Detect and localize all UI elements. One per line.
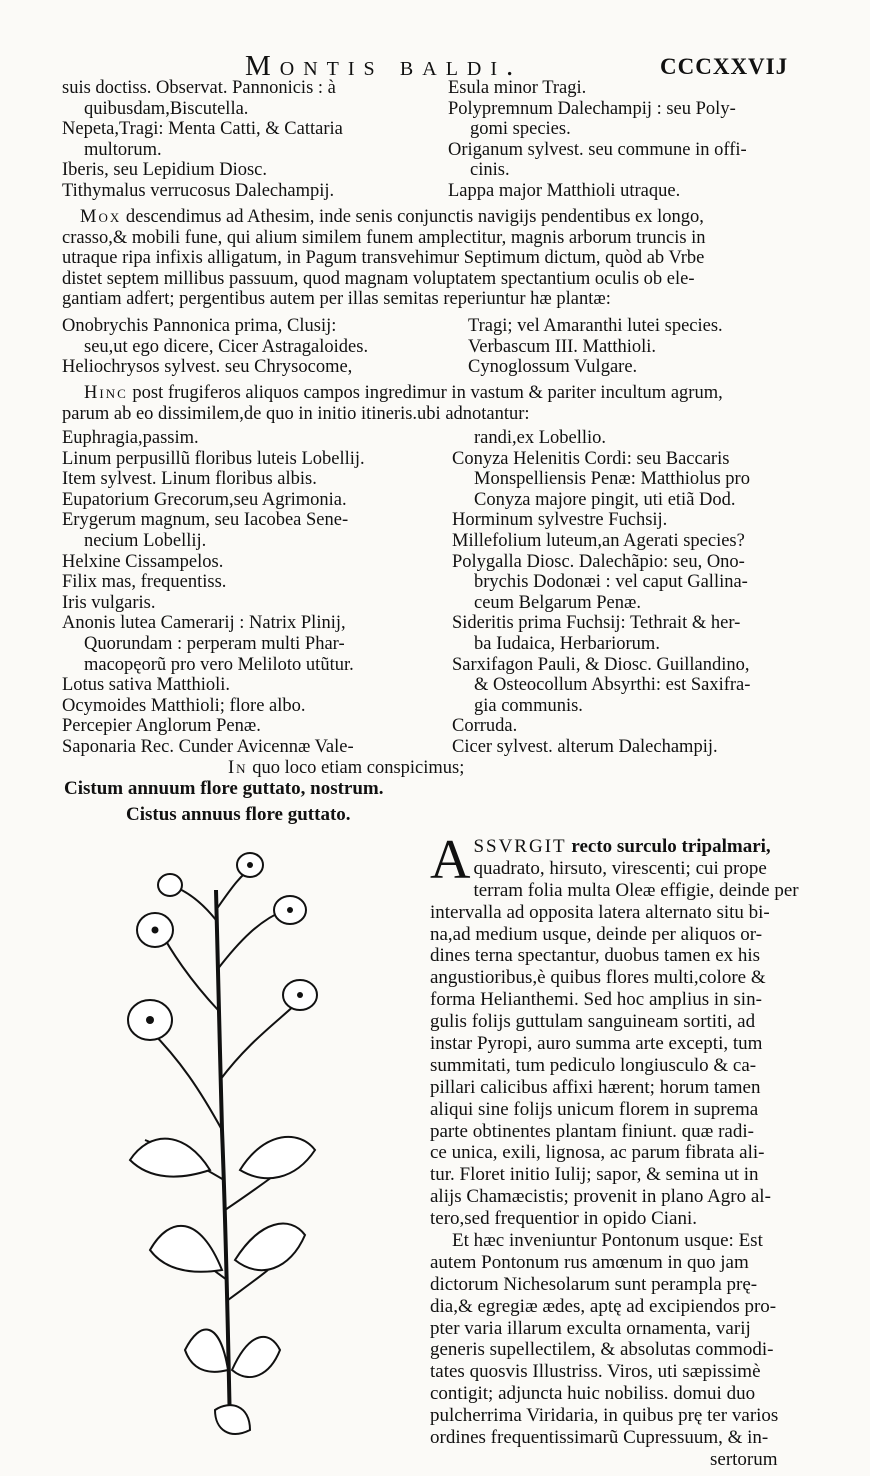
paragraph-line: quo loco etiam conspicimus; bbox=[247, 758, 465, 778]
top-left-list bbox=[62, 78, 343, 202]
list-item: Euphragia,passim. bbox=[62, 428, 199, 448]
list-item: randi,ex Lobellio. bbox=[474, 428, 607, 448]
list-item: ceum Belgarum Penæ. bbox=[474, 592, 641, 613]
list-item: Percepier Anglorum Penæ. bbox=[62, 716, 261, 737]
list-item: Anonis lutea Camerarij : Natrix Plinij, bbox=[62, 613, 346, 634]
species-description bbox=[430, 829, 799, 1471]
running-title: Montis baldi. bbox=[245, 50, 523, 82]
low-right-list bbox=[452, 428, 750, 758]
paragraph-line: pter varia illarum exculta ornamenta, varij bbox=[430, 1317, 751, 1339]
paragraph-line: recto surculo tripalmari, bbox=[566, 836, 771, 857]
list-item: Heliochrysos sylvest. seu Chrysocome, bbox=[62, 357, 353, 378]
paragraph-line: pulcherrima Viridaria, in quibus prę ter varios bbox=[430, 1405, 779, 1427]
list-item: brychis Dodonæi : vel caput Gallina- bbox=[474, 572, 748, 593]
paragraph-lead: SSVRGIT bbox=[473, 836, 567, 857]
paragraph-line: Et hæc inveniuntur Pontonum usque: Est bbox=[452, 1230, 763, 1252]
paragraph-line: intervalla ad opposita latera alternato situ bi- bbox=[430, 901, 770, 923]
paragraph-line: tero,sed frequentior in opido Ciani. bbox=[430, 1208, 697, 1230]
in-quo-loco-line bbox=[228, 758, 464, 779]
paragraph-lead: In bbox=[228, 758, 248, 778]
paragraph-line: tur. Floret initio Iulij; sapor, & semina ut in bbox=[430, 1164, 759, 1186]
list-item: macopęorũ pro vero Meliloto utũtur. bbox=[84, 654, 354, 675]
list-item: Ocymoides Matthioli; flore albo. bbox=[62, 695, 306, 716]
figure-caption: Cistus annuus flore guttato. bbox=[126, 804, 351, 825]
paragraph-line: contigit; adjuncta huic nobiliss. domui duo bbox=[430, 1383, 756, 1405]
paragraph-line: quadrato, hirsuto, virescenti; cui prope bbox=[473, 857, 767, 879]
list-item: seu,ut ego dicere, Cicer Astragaloides. bbox=[84, 336, 369, 357]
list-item: & Osteocollum Absyrthi: est Saxifra- bbox=[474, 675, 751, 696]
list-item: Origanum sylvest. seu commune in offi- bbox=[448, 139, 747, 160]
paragraph-line: parum ab eo dissimilem,de quo in initio itineris.ubi adnotantur: bbox=[62, 403, 530, 424]
list-item: Verbascum III. Matthioli. bbox=[468, 336, 657, 357]
list-item: Lotus sativa Matthioli. bbox=[62, 675, 231, 696]
paragraph-line: na,ad medium usque, deinde per aliquos or- bbox=[430, 923, 763, 945]
paragraph-mox bbox=[62, 207, 802, 310]
paragraph-line: angustioribus,è quibus flores multi,colore & bbox=[430, 967, 766, 989]
list-item: multorum. bbox=[84, 139, 162, 160]
paragraph-line: distet septem millibus passuum, quod magnam voluptatem spectantium oculis ob ele- bbox=[62, 268, 695, 289]
catchword: sertorum bbox=[710, 1448, 778, 1470]
paragraph-line: utraque ripa infixis alligatum, in Pagum transvehimur Septimum dictum, quòd ab Vrbe bbox=[62, 248, 705, 269]
list-item: Onobrychis Pannonica prima, Clusij: bbox=[62, 316, 337, 336]
paragraph-line: crasso,& mobili fune, qui alium similem funem amplectitur, magnis arborum truncis in bbox=[62, 227, 706, 248]
paragraph-line: ordines frequentissimarũ Cupressuum, & in- bbox=[430, 1427, 769, 1449]
cistum-entry: Cistum annuum flore guttato, nostrum. bbox=[64, 778, 384, 799]
paragraph-lead: Hinc bbox=[84, 383, 128, 403]
paragraph-line: alijs Chamæcistis; provenit in plano Agro al- bbox=[430, 1186, 771, 1208]
mid-right-list bbox=[468, 316, 723, 378]
list-item: gomi species. bbox=[470, 119, 571, 140]
folio-number: CCCXXVIJ bbox=[660, 54, 789, 79]
paragraph-lead: Mox bbox=[80, 207, 122, 227]
paragraph-line: pillari calicibus affixi hærent; horum tamen bbox=[430, 1076, 761, 1098]
paragraph-hinc bbox=[62, 383, 802, 424]
paragraph-line: parte obtinentes plantam finiunt. quæ radi- bbox=[430, 1120, 754, 1142]
list-item: Nepeta,Tragi: Menta Catti, & Cattaria bbox=[62, 119, 343, 140]
list-item: Polypremnum Dalechampij : seu Poly- bbox=[448, 98, 736, 119]
paragraph-line: gulis folijs guttulam sanguineam sortiti, ad bbox=[430, 1011, 756, 1033]
list-item: Esula minor Tragi. bbox=[448, 78, 587, 98]
list-item: suis doctiss. Observat. Pannonicis : à bbox=[62, 78, 336, 98]
list-item: Monspelliensis Penæ: Matthiolus pro bbox=[474, 469, 750, 490]
paragraph-line: gantiam adfert; pergentibus autem per illas semitas reperiuntur hæ plantæ: bbox=[62, 289, 611, 310]
list-item: ba Iudaica, Herbariorum. bbox=[474, 633, 660, 654]
paragraph-line: descendimus ad Athesim, inde senis conjunctis navigijs pendentibus ex longo, bbox=[121, 207, 704, 227]
list-item: Corruda. bbox=[452, 716, 518, 737]
paragraph-line: generis supellectilem, & absolutas commodi- bbox=[430, 1339, 774, 1361]
top-right-list bbox=[448, 78, 747, 202]
list-item: Horminum sylvestre Fuchsij. bbox=[452, 510, 668, 531]
list-item: cinis. bbox=[470, 160, 510, 181]
list-item: Conyza Helenitis Cordi: seu Baccaris bbox=[452, 448, 730, 469]
list-item: gia communis. bbox=[474, 695, 583, 716]
paragraph-line: aliqui sine folijs unicum florem in suprema bbox=[430, 1098, 759, 1120]
list-item: Iris vulgaris. bbox=[62, 592, 156, 613]
paragraph-line: instar Pyropi, auro summa arte excepti, tum bbox=[430, 1033, 763, 1055]
list-item: Conyza majore pingit, uti etiã Dod. bbox=[474, 489, 736, 510]
list-item: Sarxifagon Pauli, & Diosc. Guillandino, bbox=[452, 654, 750, 675]
list-item: Millefolium luteum,an Agerati species? bbox=[452, 530, 745, 551]
list-item: quibusdam,Biscutella. bbox=[84, 98, 249, 119]
list-item: Iberis, seu Lepidium Diosc. bbox=[62, 160, 267, 181]
list-item: Tithymalus verrucosus Dalechampij. bbox=[62, 180, 335, 201]
list-item: Polygalla Diosc. Dalechãpio: seu, Ono- bbox=[452, 551, 745, 572]
paragraph-line: dines terna spectantur, duobus tamen ex his bbox=[430, 945, 761, 967]
list-item: Cynoglossum Vulgare. bbox=[468, 357, 638, 378]
paragraph-line: post frugiferos aliquos campos ingredimur in vastum & pariter incultum agrum, bbox=[127, 383, 723, 403]
drop-cap: A bbox=[430, 829, 471, 891]
cistus-woodcut-illustration bbox=[90, 830, 340, 1450]
list-item: Sideritis prima Fuchsij: Tethrait & her- bbox=[452, 613, 741, 634]
paragraph-line: autem Pontonum rus amœnum in quo jam bbox=[430, 1251, 749, 1273]
paragraph-line: terram folia multa Oleæ effigie, deinde per bbox=[473, 879, 799, 901]
list-item: Filix mas, frequentiss. bbox=[62, 572, 227, 593]
list-item: Item sylvest. Linum floribus albis. bbox=[62, 469, 317, 490]
list-item: Tragi; vel Amaranthi lutei species. bbox=[468, 316, 723, 336]
paragraph-line: dictorum Nichesolarum sunt perampla prę- bbox=[430, 1273, 758, 1295]
paragraph-line: summitati, tum pediculo longiusculo & ca- bbox=[430, 1054, 757, 1076]
list-item: Helxine Cissampelos. bbox=[62, 551, 224, 572]
paragraph-line: dia,& egregiæ ædes, aptę ad excipiendos pro- bbox=[430, 1295, 777, 1317]
list-item: Quorundam : perperam multi Phar- bbox=[84, 633, 345, 654]
paragraph-line: forma Helianthemi. Sed hoc amplius in sin- bbox=[430, 989, 762, 1011]
paragraph-line: ce unica, exili, lignosa, ac parum fibrata ali- bbox=[430, 1142, 765, 1164]
list-item: Eupatorium Grecorum,seu Agrimonia. bbox=[62, 489, 347, 510]
list-item: Linum perpusillũ floribus luteis Lobellij. bbox=[62, 448, 365, 469]
list-item: Saponaria Rec. Cunder Avicennæ Vale- bbox=[62, 736, 354, 757]
low-left-list bbox=[62, 428, 365, 758]
list-item: necium Lobellij. bbox=[84, 530, 207, 551]
mid-left-list bbox=[62, 316, 368, 378]
list-item: Lappa major Matthioli utraque. bbox=[448, 180, 681, 201]
paragraph-line: tates quosvis Illustriss. Viros, uti sæpissimè bbox=[430, 1361, 761, 1383]
list-item: Cicer sylvest. alterum Dalechampij. bbox=[452, 736, 718, 757]
list-item: Erygerum magnum, seu Iacobea Sene- bbox=[62, 510, 349, 531]
